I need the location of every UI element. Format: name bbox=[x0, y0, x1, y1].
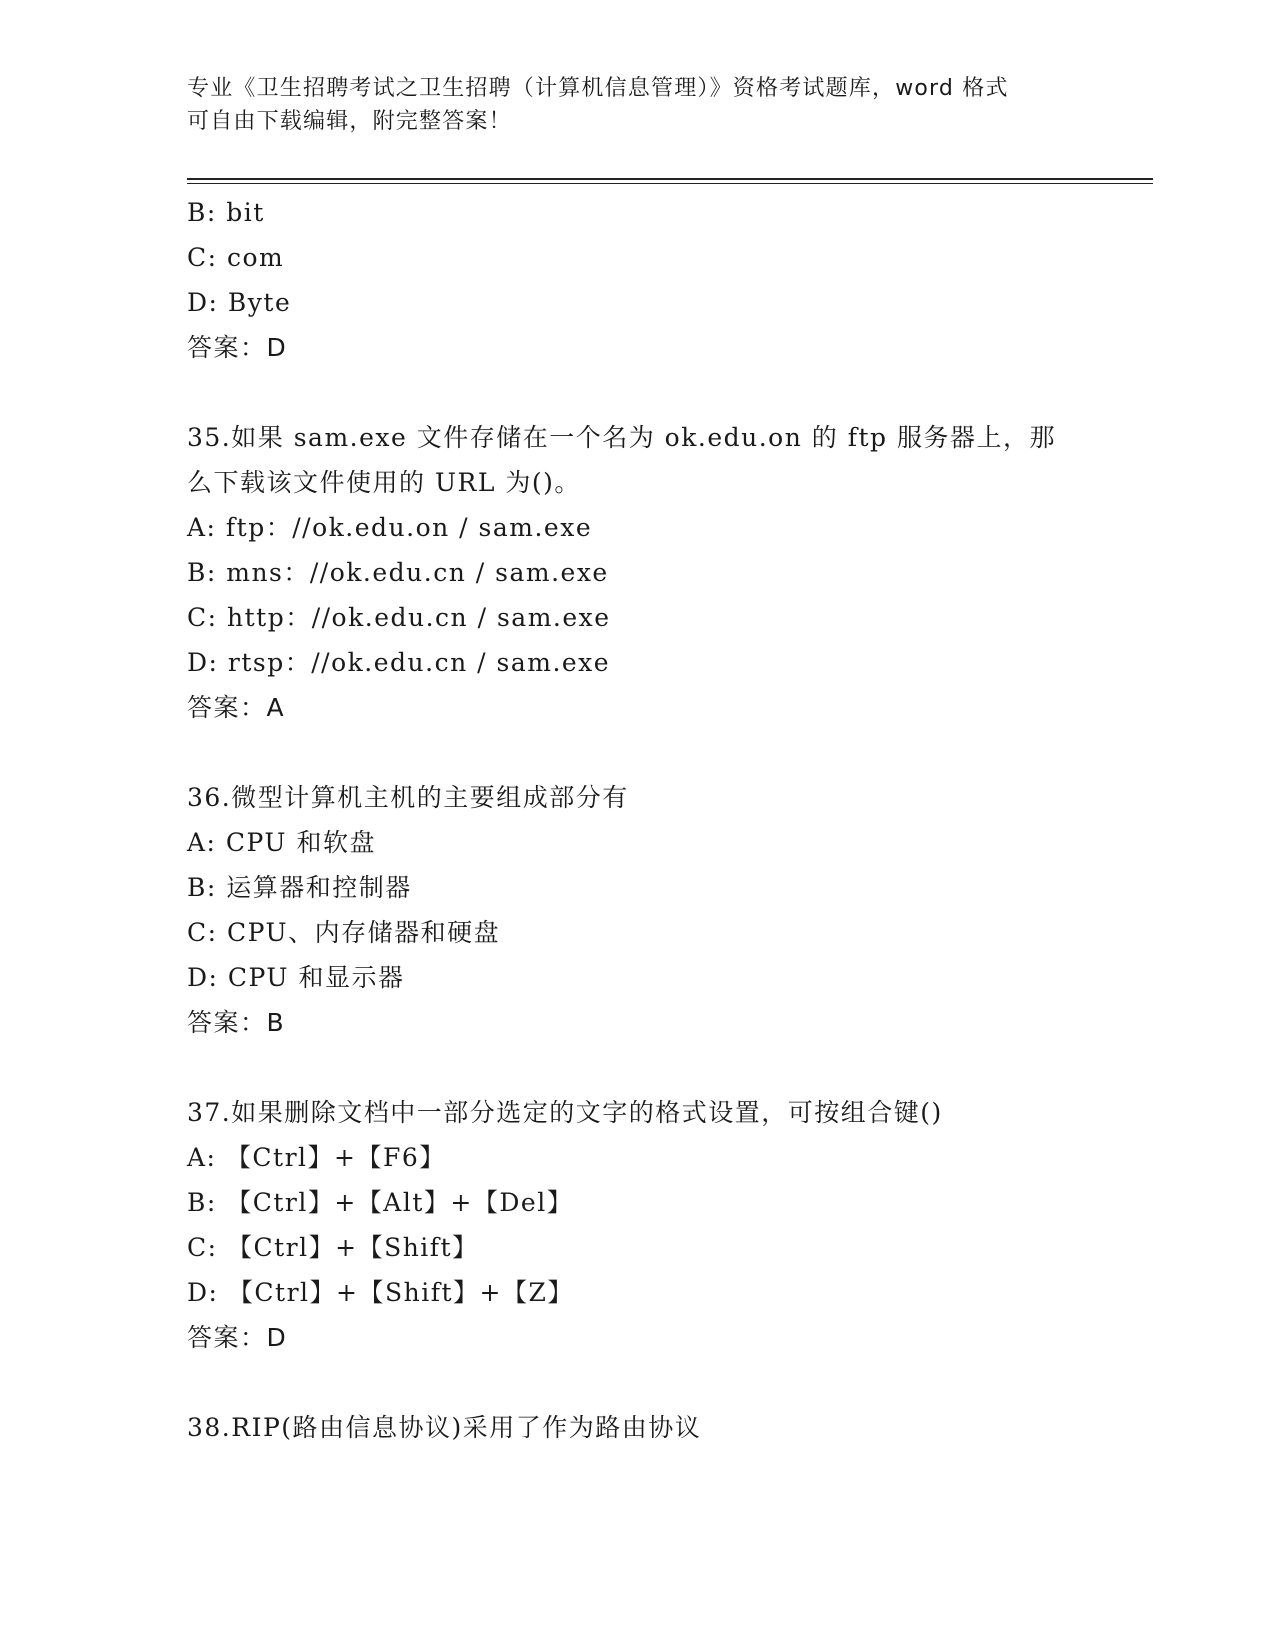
option-b: B: 运算器和控制器 bbox=[187, 873, 412, 902]
option-b: B: mns：//ok.edu.cn / sam.exe bbox=[187, 558, 609, 587]
question-text: 35.如果 sam.exe 文件存储在一个名为 ok.edu.on 的 ftp 服务器上，那 bbox=[187, 423, 1056, 452]
header-rule-thick bbox=[187, 178, 1153, 180]
option-c: C: http：//ok.edu.cn / sam.exe bbox=[187, 603, 611, 632]
question-text: 36.微型计算机主机的主要组成部分有 bbox=[187, 783, 629, 812]
option-a: A: 【Ctrl】+【F6】 bbox=[187, 1143, 446, 1172]
question-text: 38.RIP(路由信息协议)采用了作为路由协议 bbox=[187, 1413, 702, 1442]
answer: 答案：B bbox=[187, 1008, 286, 1037]
question-36 bbox=[187, 775, 1087, 1045]
option-a: A: CPU 和软盘 bbox=[187, 828, 376, 857]
answer: 答案：D bbox=[187, 333, 288, 362]
question-37 bbox=[187, 1090, 1087, 1360]
option-d: D: rtsp：//ok.edu.cn / sam.exe bbox=[187, 648, 611, 677]
header-line-2: 可自由下载编辑，附完整答案！ bbox=[187, 109, 512, 134]
document-header bbox=[187, 72, 1067, 138]
question-38 bbox=[187, 1405, 1087, 1450]
header-rule-thin bbox=[187, 183, 1153, 184]
prev-question bbox=[187, 190, 1087, 370]
question-35 bbox=[187, 415, 1087, 730]
option-a: A: ftp：//ok.edu.on / sam.exe bbox=[187, 513, 593, 542]
option-d: D: CPU 和显示器 bbox=[187, 963, 405, 992]
option-c: C: 【Ctrl】+【Shift】 bbox=[187, 1233, 479, 1262]
header-line-1: 专业《卫生招聘考试之卫生招聘（计算机信息管理）》资格考试题库，word 格式 bbox=[187, 76, 1009, 101]
option-d: D: 【Ctrl】+【Shift】+【Z】 bbox=[187, 1278, 574, 1307]
answer: 答案：D bbox=[187, 1323, 288, 1352]
option-b: B: 【Ctrl】+【Alt】+【Del】 bbox=[187, 1188, 574, 1217]
question-text: 37.如果删除文档中一部分选定的文字的格式设置，可按组合键() bbox=[187, 1098, 943, 1127]
option-b: B: bit bbox=[187, 198, 265, 227]
question-text-cont: 么下载该文件使用的 URL 为()。 bbox=[187, 468, 581, 497]
option-d: D: Byte bbox=[187, 288, 292, 317]
question-content bbox=[187, 190, 1087, 1450]
answer: 答案：A bbox=[187, 693, 286, 722]
option-c: C: com bbox=[187, 243, 285, 272]
option-c: C: CPU、内存储器和硬盘 bbox=[187, 918, 501, 947]
